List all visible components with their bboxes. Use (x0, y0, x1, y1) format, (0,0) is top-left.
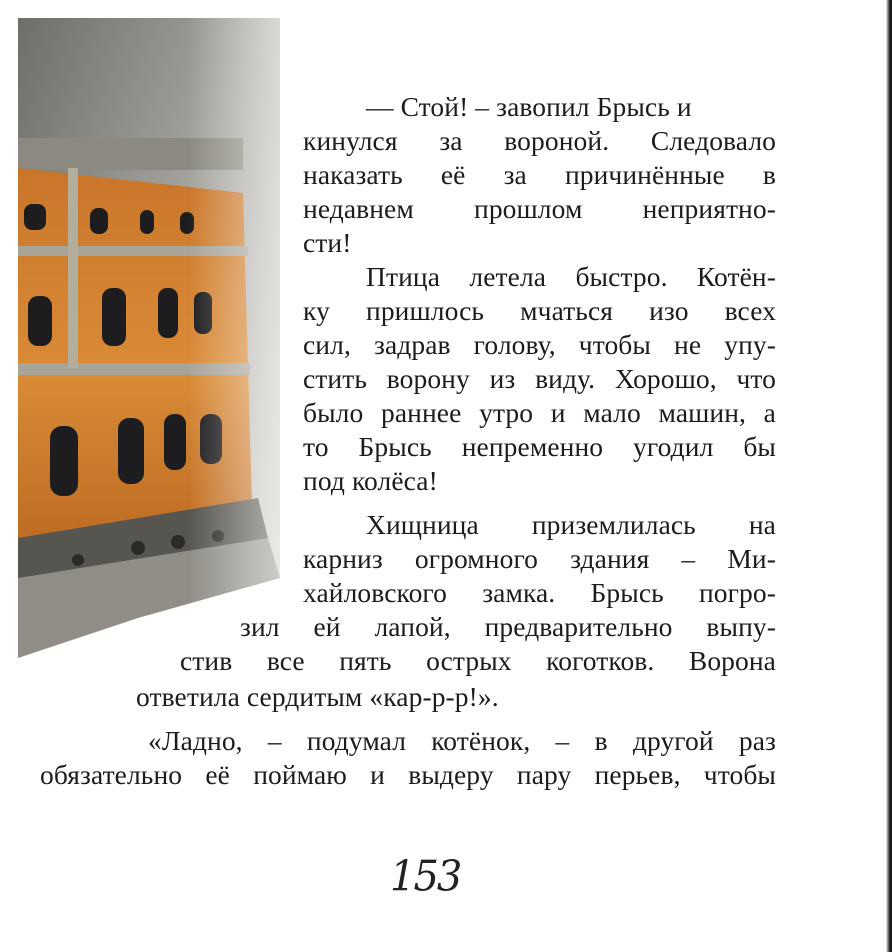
text-line: сти! (303, 227, 352, 258)
text-line: зил ей лапой, предварительно выпу- (240, 611, 776, 642)
text-line: Хищница приземлилась на (366, 509, 776, 540)
text-line: то Брысь непременно угодил бы (303, 431, 776, 462)
text-line: ответила сердитым «кар-р-р!». (136, 681, 499, 712)
text-line: сил, задрав голову, чтобы не упу- (303, 329, 776, 360)
page-number: 153 (390, 852, 461, 902)
text-line: стив все пять острых коготков. Ворона (180, 645, 776, 676)
text-line: хайловского замка. Брысь погро- (303, 577, 776, 608)
text-line: наказать её за причинённые в (303, 159, 776, 190)
text-line: Птица летела быстро. Котён- (366, 261, 776, 292)
building-illustration (18, 18, 280, 698)
text-line: обязательно её поймаю и выдеру пару перьев, чтобы (40, 759, 776, 790)
text-line: стить ворону из виду. Хорошо, что (303, 363, 776, 394)
text-line: под колёса! (303, 465, 438, 496)
page-edge (886, 0, 892, 952)
text-line: — Стой! – завопил Брысь и (366, 91, 692, 122)
text-line: было раннее утро и мало машин, а (303, 397, 776, 428)
text-line: недавнем прошлом неприятно- (303, 193, 776, 224)
text-line: кинулся за вороной. Следовало (303, 125, 776, 156)
text-line: ку пришлось мчаться изо всех (303, 295, 776, 326)
text-line: карниз огромного здания – Ми- (303, 543, 776, 574)
text-line: «Ладно, – подумал котёнок, – в другой раз (148, 725, 776, 756)
